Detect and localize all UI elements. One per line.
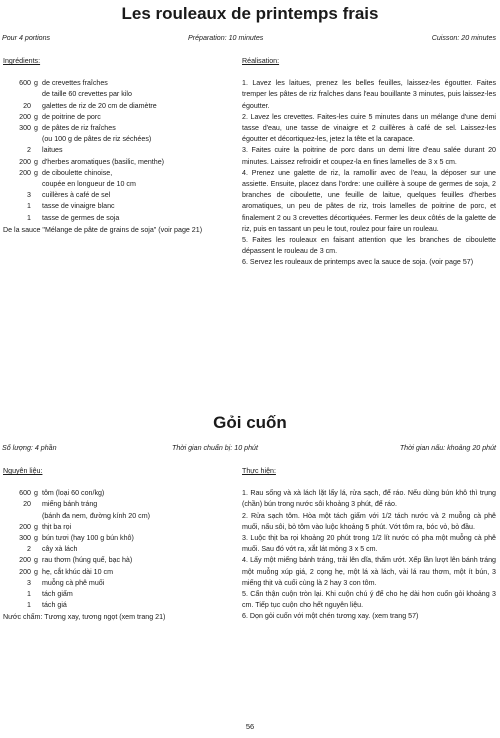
ingredient-unit <box>31 589 40 600</box>
instruction-step: 6. Dọn gỏi cuốn với một chén tương xay. (xem trang 57) <box>242 612 419 621</box>
ingredient-unit: g <box>34 556 38 565</box>
ingredient-description: thịt ba rọi <box>42 522 72 531</box>
ingredient-unit: g <box>34 534 38 543</box>
ingredient-row <box>3 78 235 89</box>
ingredients-section-fr <box>3 56 235 236</box>
ingredients-heading-vi: Nguyên liệu: <box>3 467 43 475</box>
ingredient-description: tasse de vinaigre blanc <box>42 202 115 211</box>
ingredient-unit <box>31 544 40 555</box>
ingredient-row <box>3 589 235 600</box>
ingredient-quantity: 600 <box>19 489 31 498</box>
ingredient-description: tách giấm <box>42 590 73 599</box>
ingredient-unit: g <box>34 489 38 498</box>
ingredient-quantity <box>3 179 31 190</box>
steps-section-vi <box>242 466 496 623</box>
instruction-step: 3. Faites cuire la poitrine de porc dans un demi litre d'eau salée durant 20 minutes. Laissez refroidir et coupez-la en fines lamelles de 3 x 5 cm. <box>242 146 496 166</box>
ingredient-unit <box>31 201 40 212</box>
ingredient-unit <box>31 101 40 112</box>
ingredient-unit <box>31 499 40 510</box>
ingredient-description: tách giá <box>42 601 67 610</box>
ingredient-description: (ou 100 g de pâtes de riz séchées) <box>42 135 152 144</box>
steps-list-fr <box>242 78 496 268</box>
steps-heading-fr: Réalisation: <box>242 57 280 65</box>
ingredient-unit: g <box>34 168 38 177</box>
ingredient-unit <box>31 213 40 224</box>
ingredient-description: de poitrine de porc <box>42 112 101 121</box>
ingredient-unit: g <box>34 567 38 576</box>
ingredient-description: galettes de riz de 20 cm de diamètre <box>42 101 157 110</box>
steps-list-vi <box>242 488 496 622</box>
ingredient-description: hẹ, cắt khúc dài 10 cm <box>42 567 113 576</box>
ingredient-quantity: 2 <box>27 146 31 155</box>
steps-section-fr <box>242 56 496 269</box>
ingredient-row <box>3 134 235 145</box>
ingredient-description: muỗng cà phê muối <box>42 578 105 587</box>
page-number: 56 <box>245 722 255 731</box>
ingredient-quantity <box>3 134 31 145</box>
ingredient-quantity: 200 <box>19 157 31 166</box>
ingredient-row <box>3 101 235 112</box>
ingredient-quantity: 200 <box>19 556 31 565</box>
ingredient-quantity: 20 <box>23 500 31 509</box>
ingredient-quantity <box>3 89 31 100</box>
instruction-step: 4. Lấy một miếng bánh tráng, trải lên dĩa, thấm ướt. Xếp lần lượt lên bánh tráng một muỗng xúp giá, 2 cọng hẹ, một lá xà lách, vài lá rau thơm, một ít bún, 3 miếng thịt và cuối cùng là 2 hay 3 con tôm. <box>242 556 496 587</box>
ingredient-description: cây xà lách <box>42 545 78 554</box>
ingredient-row <box>3 201 235 212</box>
ingredient-row <box>3 213 235 224</box>
ingredient-quantity: 200 <box>19 567 31 576</box>
ingredient-unit: g <box>34 157 38 166</box>
ingredient-quantity: 300 <box>19 534 31 543</box>
ingredient-row <box>3 567 235 578</box>
ingredient-unit <box>31 89 40 100</box>
ingredient-quantity: 1 <box>27 601 31 610</box>
instruction-step: 1. Lavez les laitues, prenez les belles feuilles, laissez-les égoutter. Faites tremper les pâtes de riz fraîches dans l'eau bouillante 3 minutes, puis laissez-les égoutter. <box>242 79 496 110</box>
ingredient-quantity: 200 <box>19 168 31 177</box>
ingredient-description: (bánh đa nem, đường kính 20 cm) <box>42 511 150 520</box>
ingredient-description: miếng bánh tráng <box>42 500 98 509</box>
prep-time-fr: Préparation: 10 minutes <box>188 34 264 42</box>
instruction-step: 5. Faites les rouleaux en faisant attention que les branches de ciboulette dépassent le rouleau de 3 cm. <box>242 236 496 256</box>
cook-time-fr: Cuisson: 20 minutes <box>431 34 496 42</box>
ingredient-row <box>3 499 235 510</box>
ingredient-quantity: 20 <box>23 101 31 110</box>
ingredient-description: coupée en longueur de 10 cm <box>42 180 136 189</box>
instruction-step: 6. Servez les rouleaux de printemps avec la sauce de soja. (voir page 57) <box>242 258 474 267</box>
ingredient-unit <box>31 190 40 201</box>
ingredient-quantity: 2 <box>27 545 31 554</box>
ingredients-heading-fr: Ingrédients: <box>3 57 41 65</box>
sauce-note-vi: Nước chấm: Tương xay, tương ngọt (xem trang 21) <box>3 613 166 622</box>
ingredient-row <box>3 555 235 566</box>
ingredient-unit <box>31 578 40 589</box>
ingredient-row <box>3 533 235 544</box>
instruction-step: 1. Rau sống và xà lách lặt lấy lá, rửa sạch, để ráo. Nếu dùng bún khô thì trụng (chần) bún trong nước sôi khoảng 3 phút, để ráo. <box>242 489 496 509</box>
recipe-title-fr: Les rouleaux de printemps frais <box>121 4 379 23</box>
steps-heading-vi: Thực hiện: <box>242 467 276 475</box>
ingredient-description: tôm (loại 60 con/kg) <box>42 489 105 498</box>
sauce-note-fr: De la sauce "Mélange de pâte de grains de soja" (voir page 21) <box>3 225 203 234</box>
servings-vi: Số lượng: 4 phần <box>2 444 57 452</box>
ingredient-description: de pâtes de riz fraîches <box>42 124 116 133</box>
ingredients-section-vi <box>3 466 235 624</box>
ingredient-row <box>3 511 235 522</box>
ingredient-quantity <box>3 511 31 522</box>
ingredient-description: tasse de germes de soja <box>42 213 120 222</box>
servings-fr: Pour 4 portions <box>2 34 51 42</box>
instruction-step: 2. Rửa sạch tôm. Hòa một tách giấm với 1/2 tách nước và 2 muỗng cà phê muối, nấu sôi, bỏ tôm vào luộc khoảng 5 phút. Vớt tôm ra, bóc vỏ, bỏ đầu. <box>242 511 496 531</box>
ingredient-description: d'herbes aromatiques (basilic, menthe) <box>42 157 165 166</box>
ingredient-description: de ciboulette chinoise, <box>42 168 113 177</box>
ingredient-row <box>3 522 235 533</box>
instruction-step: 4. Prenez une galette de riz, la ramollir avec de l'eau, la déposer sur une assiette. Ensuite, placez dans l'ordre: une cuillère à soupe de germes de soja, 2 branches de ciboulette, une feuille de laitue, quelques feuilles d'herbes aromatiques, un peu de pâtes de riz, trois lamelles de poitrine de porc, et finalement 2 ou 3 crevettes décortiquées. Fermer les deux côtés de la galette de riz, puis en tassant un peu le tout, roulez pour faire un rouleau. <box>242 168 496 233</box>
instruction-step: 5. Cẩn thận cuộn tròn lại. Khi cuộn chú ý để cho hẹ dài hơn cuốn gỏi khoảng 3 cm. Tiếp tục cuộn cho hết nguyên liệu. <box>242 590 496 610</box>
instruction-step: 2. Lavez les crevettes. Faites-les cuire 5 minutes dans un mélange d'une demi tasse d'eau, une tasse de vinaigre et 2 cuillères à café de sel. Laissez-les égoutter et décortiquez-les, jetez la tête et la carapace. <box>242 112 496 144</box>
ingredient-quantity: 1 <box>27 213 31 222</box>
ingredient-unit: g <box>34 79 38 88</box>
ingredient-row <box>3 190 235 201</box>
ingredient-unit: g <box>34 522 38 531</box>
ingredient-row <box>3 600 235 611</box>
ingredient-quantity: 600 <box>19 79 31 88</box>
ingredient-row <box>3 123 235 134</box>
ingredient-row <box>3 168 235 179</box>
ingredient-quantity: 200 <box>19 112 31 121</box>
ingredient-quantity: 300 <box>19 124 31 133</box>
ingredient-description: de taille 60 crevettes par kilo <box>42 90 132 99</box>
ingredient-description: laitues <box>42 146 63 155</box>
ingredient-quantity: 1 <box>27 202 31 211</box>
ingredients-list-fr <box>3 78 235 224</box>
ingredient-quantity: 200 <box>19 522 31 531</box>
ingredients-list-vi <box>3 488 235 611</box>
prep-time-vi: Thời gian chuẩn bị: 10 phút <box>172 444 258 452</box>
cook-time-vi: Thời gian nấu: khoảng 20 phút <box>399 444 496 452</box>
ingredient-unit <box>31 600 40 611</box>
ingredient-unit: g <box>34 124 38 133</box>
ingredient-quantity: 1 <box>27 590 31 599</box>
ingredient-unit <box>31 145 40 156</box>
ingredient-row <box>3 488 235 499</box>
ingredient-unit: g <box>34 112 38 121</box>
ingredient-quantity: 3 <box>27 578 31 587</box>
ingredient-row <box>3 89 235 100</box>
ingredient-row <box>3 544 235 555</box>
ingredient-row <box>3 145 235 156</box>
ingredient-quantity: 3 <box>27 191 31 200</box>
ingredient-row <box>3 157 235 168</box>
ingredient-unit <box>31 179 40 190</box>
instruction-step: 3. Luộc thịt ba rọi khoảng 20 phút trong 1/2 lít nước có pha một muỗng cà phê muối. Sau đó vớt ra, xắt lát mỏng 3 x 5 cm. <box>242 534 496 554</box>
ingredient-description: rau thơm (húng quế, bạc hà) <box>42 556 133 565</box>
ingredient-unit <box>31 134 40 145</box>
ingredient-row <box>3 578 235 589</box>
ingredient-unit <box>31 511 40 522</box>
recipe-title-vi: Gỏi cuốn <box>213 413 287 432</box>
ingredient-description: bún tươi (hay 100 g bún khô) <box>42 534 134 543</box>
ingredient-description: cuillères à café de sel <box>42 191 111 200</box>
ingredient-row <box>3 179 235 190</box>
ingredient-description: de crevettes fraîches <box>42 79 108 88</box>
ingredient-row <box>3 112 235 123</box>
